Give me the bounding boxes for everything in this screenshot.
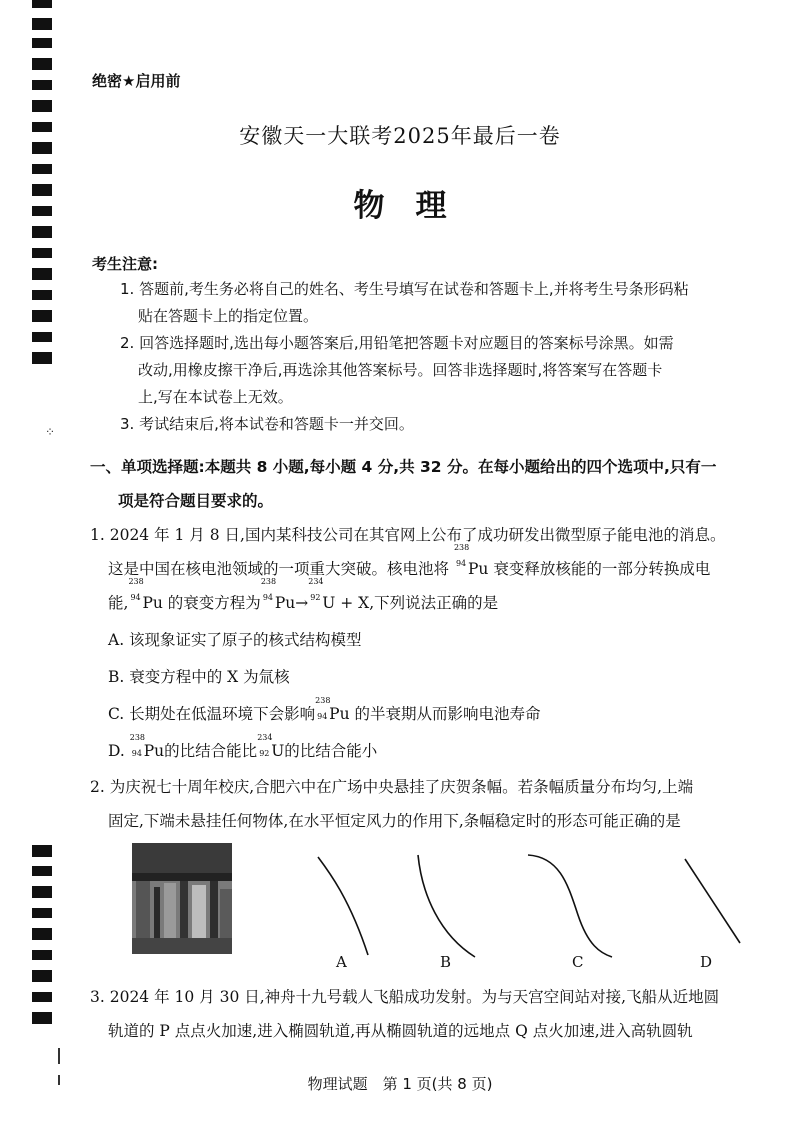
binding-marks [32, 0, 54, 1131]
banner-curve-c [528, 855, 612, 957]
question-2-line-2: 固定,下端未悬挂任何物体,在水平恒定风力的作用下,条幅稳定时的形态可能正确的是 [108, 812, 681, 830]
nuclide-pu-238: 238 94 Pu [129, 733, 165, 760]
question-1 [90, 518, 770, 620]
option-label-c: C [572, 953, 584, 971]
notice-heading: 考生注意: [92, 255, 158, 273]
nuclide-pu-238: 238 94 Pu [453, 543, 489, 578]
nuclide-pu-238: 238 94 Pu [128, 577, 163, 612]
question-3-line-2: 轨道的 P 点点火加速,进入椭圆轨道,再从椭圆轨道的远地点 Q 点火加速,进入高轨圆轨 [108, 1022, 693, 1040]
q1-option-b: B. 衰变方程中的 X 为氚核 [108, 668, 290, 686]
banner-curve-d [685, 859, 740, 943]
question-1-line-2: 这是中国在核电池领域的一项重大突破。核电池将 238 94 Pu 衰变释放核能的一部分转换成电 [90, 552, 770, 586]
notice-item-2: 2. 回答选择题时,选出每小题答案后,用铅笔把答题卡对应题目的答案标号涂黑。如需 改动,用橡皮擦干净后,再选涂其他答案标号。回答非选择题时,将答案写在答题卡 上,写在本试卷上无效。 [120, 334, 674, 406]
confidential-label: 绝密★启用前 [92, 72, 181, 90]
banner-curve-b [418, 855, 475, 957]
question-3-line-1: 3. 2024 年 10 月 30 日,神舟十九号载人飞船成功发射。为与天宫空间站对接,飞船从近地圆 [90, 988, 720, 1006]
q1-option-c: C. 长期处在低温环境下会影响 238 94 Pu 的半衰期从而影响电池寿命 [108, 696, 541, 723]
banner-photo [132, 843, 232, 954]
margin-tick [58, 1048, 60, 1064]
notice-item-1: 1. 答题前,考生务必将自己的姓名、考生号填写在试卷和答题卡上,并将考生号条形码粘 贴在答题卡上的指定位置。 [120, 280, 689, 325]
nuclide-pu-238: 238 94 Pu [315, 696, 350, 723]
question-2 [90, 770, 770, 838]
q1-option-a: A. 该现象证实了原子的核式结构模型 [108, 631, 362, 649]
option-label-b: B [440, 953, 452, 971]
exam-title: 安徽天一大联考2025年最后一卷 [239, 124, 561, 148]
option-label-d: D [700, 953, 713, 971]
question-1-line-1: 1. 2024 年 1 月 8 日,国内某科技公司在其官网上公布了成功研发出微型原子能电池的消息。 [90, 526, 726, 544]
nuclide-u-234: 234 92 U [257, 733, 285, 760]
q2-options-figure [290, 845, 760, 975]
question-1-line-3: 能, 238 94 Pu 的衰变方程为 238 94 Pu→ 234 92 U + X,下列说法正确的是 [90, 586, 770, 620]
section-heading: 一、单项选择题:本题共 8 小题,每小题 4 分,共 32 分。在每小题给出的四个选项中,只有一 项是符合题目要求的。 [90, 458, 717, 510]
page-footer: 物理试题 第 1 页(共 8 页) [307, 1075, 493, 1093]
nuclide-u-234: 234 92 U [308, 577, 336, 612]
banner-curve-a [318, 857, 368, 955]
binding-dot-marks: ⁘ [45, 425, 56, 439]
question-3 [90, 980, 770, 1048]
q1-option-d: D. 238 94 Pu的比结合能比 234 92 U的比结合能小 [108, 733, 378, 760]
nuclide-pu-238: 238 94 Pu [260, 577, 296, 612]
subject-title: 物 理 [353, 188, 447, 224]
notice-item-3: 3. 考试结束后,将本试卷和答题卡一并交回。 [120, 415, 414, 433]
option-label-a: A [336, 953, 347, 971]
question-2-line-1: 2. 为庆祝七十周年校庆,合肥六中在广场中央悬挂了庆贺条幅。若条幅质量分布均匀,上端 [90, 778, 694, 796]
